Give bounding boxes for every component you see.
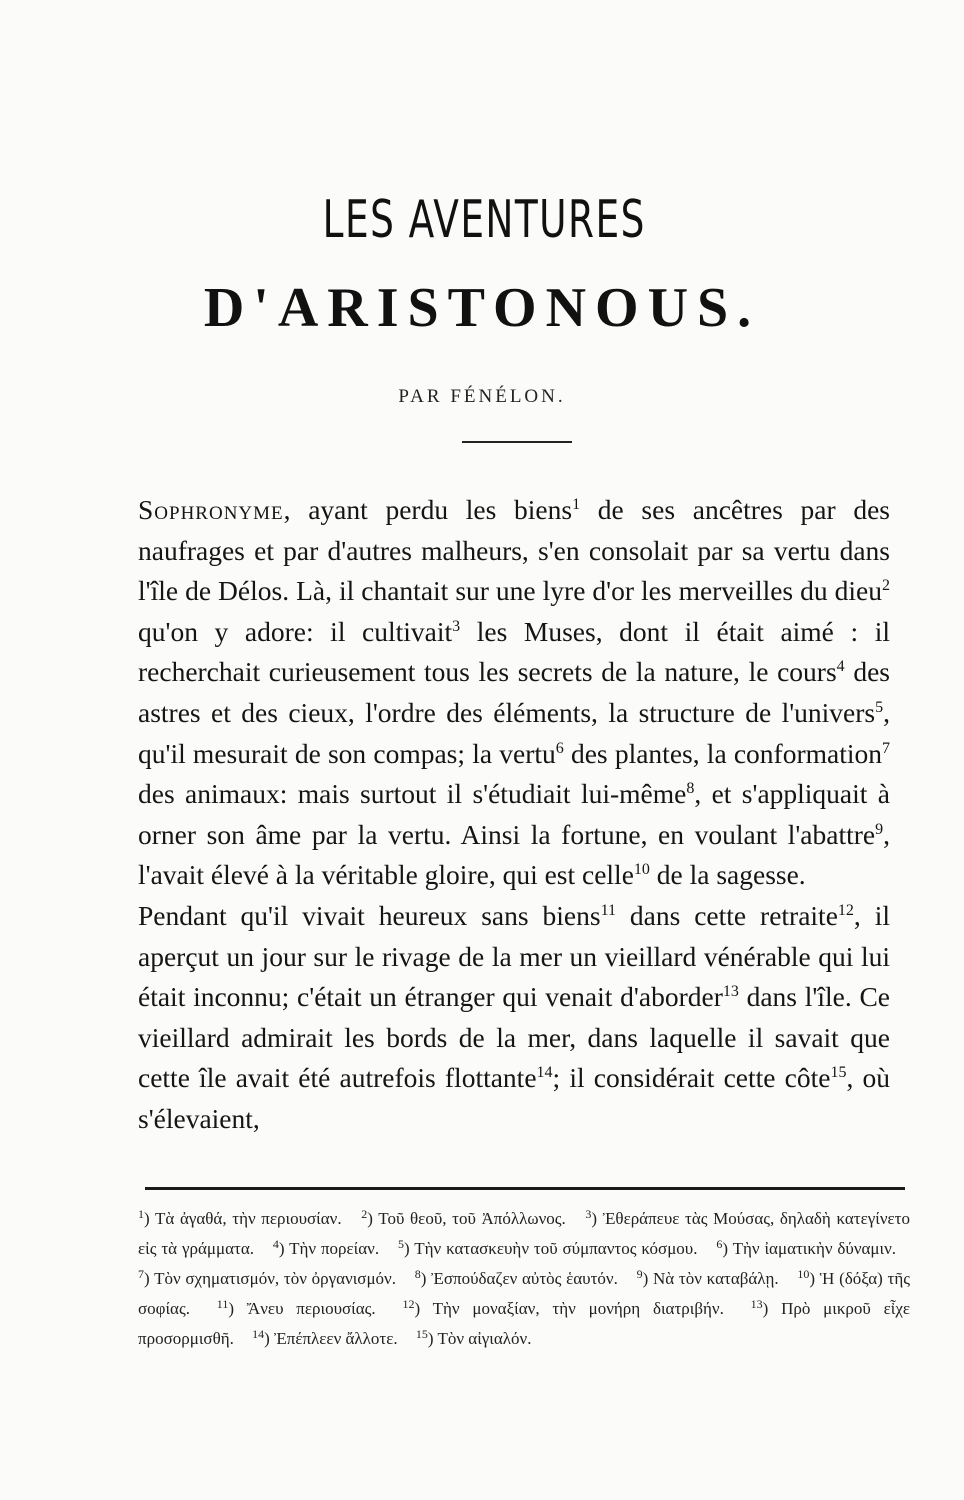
footnote-number: 8 bbox=[414, 1267, 421, 1281]
paragraph-2 bbox=[138, 896, 890, 1140]
text-segment: ; il considérait cette côte bbox=[552, 1062, 831, 1094]
character-name: Sophronyme bbox=[138, 494, 284, 525]
footnote: $^{13}$) Πρὸ μικροῦ εἶχε προσορμισθῆ. bbox=[138, 1297, 911, 1348]
text-segment: de la sagesse. bbox=[649, 859, 806, 891]
footnote-number: 11 bbox=[216, 1297, 229, 1311]
footnote-ref: 8 bbox=[686, 780, 695, 798]
footnote-text: Ἡ (δόξα) τῆς σοφίας. bbox=[138, 1269, 911, 1318]
title-line-1: LES AVENTURES bbox=[322, 190, 646, 250]
footnote-ref: 2 bbox=[882, 577, 890, 595]
footnote: $^6$) Τὴν ἰαματικὴν δύναμιν. bbox=[716, 1237, 897, 1258]
footnote: $^5$) Τὴν κατασκευὴν τοῦ σύμπαντος κόσμου. bbox=[397, 1237, 698, 1258]
footnote-text: Ἐσπούδαζεν αὐτὸς ἑαυτόν. bbox=[431, 1269, 618, 1288]
author-byline: PAR FÉNÉLON. bbox=[398, 386, 566, 407]
footnote-ref: 5 bbox=[875, 698, 884, 716]
footnote: $^2$) Τοῦ θεοῦ, τοῦ Ἀπόλλωνος. bbox=[361, 1207, 566, 1228]
footnote-text: Τὴν κατασκευὴν τοῦ σύμπαντος κόσμου. bbox=[414, 1239, 698, 1258]
footnote-number: 12 bbox=[402, 1297, 415, 1311]
text-segment: , l'avait élevé à la véritable gloire, qui est celle bbox=[138, 818, 890, 891]
footnote-ref: 15 bbox=[830, 1064, 847, 1082]
footnote: $^7$) Τὸν σχηματισμόν, τὸν ὀργανισμόν. bbox=[138, 1267, 396, 1288]
footnote-ref: 1 bbox=[572, 496, 581, 513]
footnote-text: Τὸν σχηματισμόν, τὸν ὀργανισμόν. bbox=[154, 1269, 396, 1288]
footnote-ref: 10 bbox=[633, 861, 650, 879]
footnotes bbox=[138, 1204, 910, 1354]
footnote-text: Τὸν αἰγιαλόν. bbox=[437, 1329, 532, 1348]
footnote-number: 15 bbox=[415, 1327, 428, 1341]
footnote-text: Νὰ τὸν καταβάλῃ. bbox=[653, 1269, 779, 1288]
text-segment: , il aperçut un jour sur le rivage de la mer un vieillard vénérable qui lui était inconnu; c'était un étranger qui venait d'aborder bbox=[138, 899, 890, 1013]
title-line-2: D'ARISTONOUS. bbox=[203, 277, 761, 339]
footnote: $^8$) Ἐσπούδαζεν αὐτὸς ἑαυτόν. bbox=[414, 1267, 618, 1288]
title-divider bbox=[462, 441, 572, 443]
footnote-text: Ἐθεράπευε τὰς Μούσας, δηλαδὴ κατεγίνετο εἰς τὰ γράμματα. bbox=[138, 1209, 911, 1258]
footnote-text: Τὴν μοναξίαν, τὴν μονήρη διατριβήν. bbox=[432, 1299, 724, 1318]
footnote-number: 3 bbox=[585, 1207, 592, 1221]
footnote-number: 6 bbox=[716, 1237, 723, 1251]
footnote: $^4$) Τὴν πορείαν. bbox=[272, 1237, 380, 1258]
text-segment: dans l'île. Ce vieillard admirait les bords de la mer, dans laquelle il savait que cette île avait été autrefois flottante bbox=[138, 981, 890, 1094]
footnote-ref: 4 bbox=[836, 658, 845, 676]
footnote: $^{14}$) Ἐπέπλεεν ἄλλοτε. bbox=[252, 1327, 398, 1348]
footnote-number: 14 bbox=[252, 1327, 265, 1341]
footnote-number: 7 bbox=[138, 1267, 144, 1281]
paragraph-1 bbox=[138, 490, 890, 896]
footnote-number: 13 bbox=[750, 1297, 763, 1311]
footnote: $^{11}$) Ἄνευ περιουσίας. bbox=[216, 1297, 376, 1318]
footnote-text: Τοῦ θεοῦ, τοῦ Ἀπόλλωνος. bbox=[378, 1209, 566, 1228]
text-segment: des plantes, la conformation bbox=[563, 737, 882, 769]
footnote-text: Τὴν ἰαματικὴν δύναμιν. bbox=[732, 1239, 897, 1258]
footnote-text: Ἐπέπλεεν ἄλλοτε. bbox=[274, 1329, 398, 1348]
main-text bbox=[138, 490, 890, 1140]
footnote-ref: 6 bbox=[555, 739, 564, 757]
footnote-divider bbox=[145, 1187, 905, 1190]
footnote-text: Πρὸ μικροῦ εἶχε προσορμισθῆ. bbox=[138, 1299, 911, 1348]
footnote-ref: 3 bbox=[452, 617, 461, 635]
footnote-number: 1 bbox=[138, 1207, 144, 1221]
footnote: $^9$) Νὰ τὸν καταβάλῃ. bbox=[636, 1267, 779, 1288]
footnote-number: 2 bbox=[361, 1207, 368, 1221]
footnote-number: 4 bbox=[272, 1237, 279, 1251]
footnote-number: 9 bbox=[636, 1267, 643, 1281]
text-segment: qu'on y adore: il cultivait bbox=[138, 615, 453, 647]
footnote: $^3$) Ἐθεράπευε τὰς Μούσας, δηλαδὴ κατεγίνετο εἰς τὰ γράμματα. bbox=[138, 1207, 911, 1258]
footnote-text: Τὴν πορείαν. bbox=[289, 1239, 380, 1258]
footnote: $^{10}$) Ἡ (δόξα) τῆς σοφίας. bbox=[138, 1267, 911, 1318]
footnote: $^{12}$) Τὴν μοναξίαν, τὴν μονήρη διατριβήν. bbox=[402, 1297, 724, 1318]
text-segment: de ses ancêtres par des naufrages et par d'autres malheurs, s'en consolait par sa vertu dans l'île de Délos. Là, il chantait sur une lyre d'or les merveilles du dieu bbox=[138, 494, 890, 607]
footnote-ref: 11 bbox=[600, 901, 616, 919]
text-segment: , ayant perdu les biens bbox=[283, 494, 573, 525]
text-segment: les Muses, dont il était aimé : il recherchait curieusement tous les secrets de la nature, le cours bbox=[138, 615, 890, 688]
text-segment: , et s'appliquait à orner son âme par la vertu. Ainsi la fortune, en voulant l'abattre bbox=[138, 778, 890, 850]
footnote-ref: 14 bbox=[536, 1064, 553, 1082]
text-segment: , qu'il mesurait de son compas; la vertu bbox=[138, 696, 890, 769]
footnote-ref: 13 bbox=[722, 983, 739, 1001]
footnote-text: Τὰ ἀγαθά, τὴν περιουσίαν. bbox=[155, 1209, 342, 1228]
footnote-ref: 9 bbox=[875, 820, 884, 838]
footnote-number: 10 bbox=[797, 1267, 810, 1281]
text-segment: dans cette retraite bbox=[615, 899, 838, 931]
footnote-number: 5 bbox=[397, 1237, 404, 1251]
footnote: $^1$) Τὰ ἀγαθά, τὴν περιουσίαν. bbox=[138, 1207, 342, 1228]
footnote: $^{15}$) Τὸν αἰγιαλόν. bbox=[415, 1327, 532, 1348]
text-segment: Pendant qu'il vivait heureux sans biens bbox=[138, 899, 601, 931]
text-segment: des animaux: mais surtout il s'étudiait lui-même bbox=[138, 778, 687, 810]
footnote-ref: 12 bbox=[837, 901, 854, 919]
footnote-text: Ἄνευ περιουσίας. bbox=[246, 1299, 376, 1318]
text-segment: des astres et des cieux, l'ordre des éléments, la structure de l'univers bbox=[138, 656, 890, 728]
footnote-ref: 7 bbox=[882, 739, 890, 757]
text-segment: , où s'élevaient, bbox=[138, 1062, 890, 1134]
